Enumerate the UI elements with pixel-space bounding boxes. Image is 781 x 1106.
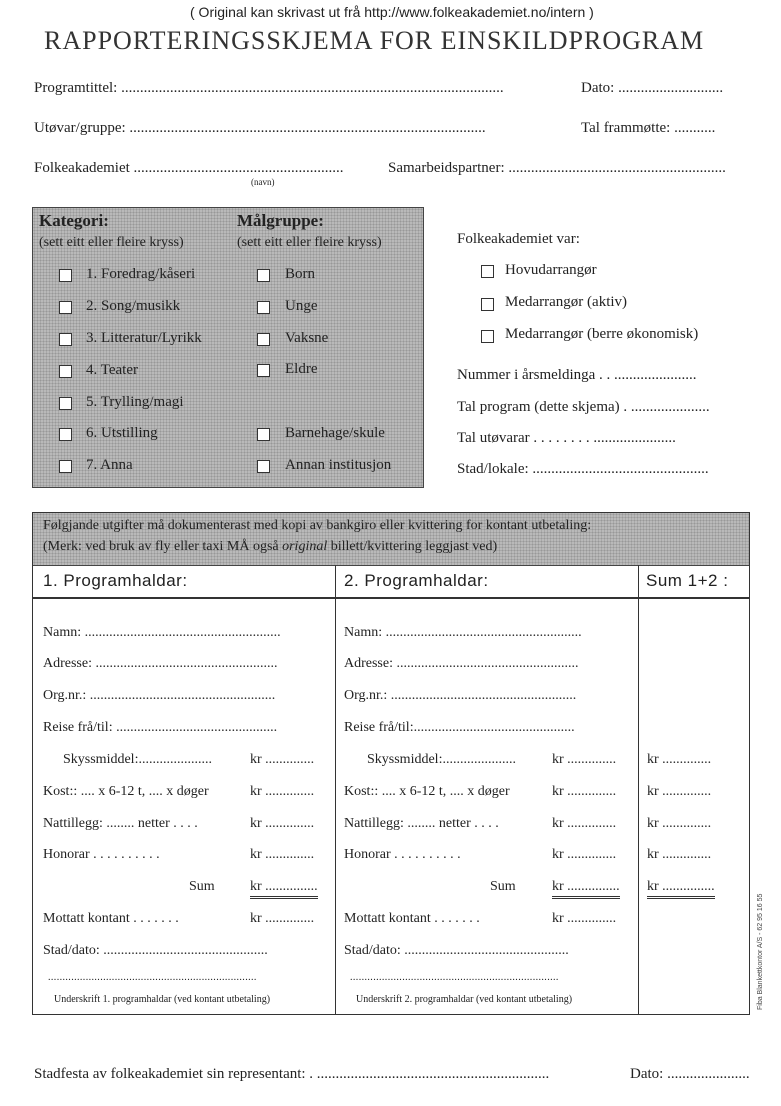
- malgruppe-checkbox-vaksne[interactable]: [257, 333, 270, 346]
- c2-skyssmiddel[interactable]: Skyssmiddel:.....................: [367, 752, 516, 767]
- c1-reise[interactable]: Reise frå/til: ..............................................: [43, 720, 278, 735]
- expense-note-line1: Følgjande utgifter må dokumenterast med kopi av bankgiro eller kvittering for kontant utbetaling:: [43, 518, 592, 533]
- c2-honorar[interactable]: Honorar . . . . . . . . . .: [344, 847, 461, 862]
- kategori-title: Kategori:: [39, 211, 109, 230]
- c1-kr-kost[interactable]: kr ..............: [250, 784, 315, 799]
- kategori-label-2: 2. Song/musikk: [86, 298, 181, 314]
- c2-sum-label: Sum: [490, 879, 516, 894]
- c1-adresse[interactable]: Adresse: ....................................................: [43, 656, 278, 671]
- kategori-label-6: 6. Utstilling: [86, 425, 158, 441]
- folkeakademiet-field[interactable]: Folkeakademiet ........................................................: [34, 160, 344, 176]
- c1-honorar[interactable]: Honorar . . . . . . . . . .: [43, 847, 160, 862]
- col1-header: 1. Programhaldar:: [43, 571, 188, 590]
- c2-kr-mottatt[interactable]: kr ..............: [552, 911, 617, 926]
- samarbeidspartner-field[interactable]: Samarbeidspartner: ..........................................................: [388, 160, 726, 176]
- c1-orgnr[interactable]: Org.nr.: .....................................................: [43, 688, 276, 703]
- expense-note-original: original: [282, 539, 328, 554]
- c1-kr-mottatt[interactable]: kr ..............: [250, 911, 315, 926]
- malgruppe-label-annan: Annan institusjon: [285, 457, 392, 473]
- c1-kr-natt[interactable]: kr ..............: [250, 816, 315, 831]
- col-divider-2: [638, 565, 639, 1015]
- c2-mottatt[interactable]: Mottatt kontant . . . . . . .: [344, 911, 480, 926]
- malgruppe-label-unge: Unge: [285, 298, 318, 314]
- malgruppe-label-barnehage: Barnehage/skule: [285, 425, 385, 441]
- arrangor-label-aktiv: Medarrangør (aktiv): [505, 294, 628, 310]
- c2-adresse[interactable]: Adresse: ....................................................: [344, 656, 579, 671]
- c2-staddato[interactable]: Stad/dato: ...............................................: [344, 943, 569, 958]
- kategori-checkbox-7[interactable]: [59, 460, 72, 473]
- kategori-checkbox-6[interactable]: [59, 428, 72, 441]
- header-divider: [33, 597, 749, 599]
- arrangor-checkbox-aktiv[interactable]: [481, 298, 494, 311]
- dato-field[interactable]: Dato: ............................: [581, 80, 724, 96]
- col2-header: 2. Programhaldar:: [344, 571, 489, 590]
- tal-program-field[interactable]: Tal program (dette skjema) . .....................: [457, 399, 710, 415]
- c2-orgnr[interactable]: Org.nr.: .....................................................: [344, 688, 577, 703]
- malgruppe-label-born: Born: [285, 266, 315, 282]
- c1-namn[interactable]: Namn: ........................................................: [43, 625, 281, 640]
- c3-kr-natt[interactable]: kr ..............: [647, 816, 712, 831]
- kategori-checkbox-2[interactable]: [59, 301, 72, 314]
- malgruppe-subtitle: (sett eitt eller fleire kryss): [237, 235, 382, 250]
- c1-kr-honorar[interactable]: kr ..............: [250, 847, 315, 862]
- arrangor-label-okonomisk: Medarrangør (berre økonomisk): [505, 326, 699, 342]
- c3-kr-skyss[interactable]: kr ..............: [647, 752, 712, 767]
- col-divider-1: [335, 565, 336, 1015]
- malgruppe-checkbox-barnehage[interactable]: [257, 428, 270, 441]
- tal-frammotte-field[interactable]: Tal frammøtte: ...........: [581, 120, 716, 136]
- arrangor-checkbox-hovud[interactable]: [481, 265, 494, 278]
- c2-reise[interactable]: Reise frå/til:..............................................: [344, 720, 575, 735]
- kategori-checkbox-1[interactable]: [59, 269, 72, 282]
- kategori-checkbox-3[interactable]: [59, 333, 72, 346]
- nummer-field[interactable]: Nummer i årsmeldinga . . ......................: [457, 367, 697, 383]
- c1-nattillegg[interactable]: Nattillegg: ........ netter . . . .: [43, 816, 198, 831]
- kategori-label-3: 3. Litteratur/Lyrikk: [86, 330, 202, 346]
- kategori-label-4: 4. Teater: [86, 362, 138, 378]
- arrangor-title: Folkeakademiet var:: [457, 231, 580, 247]
- expense-note-line2: [43, 539, 497, 555]
- c2-namn[interactable]: Namn: ........................................................: [344, 625, 582, 640]
- malgruppe-checkbox-born[interactable]: [257, 269, 270, 282]
- c3-kr-kost[interactable]: kr ..............: [647, 784, 712, 799]
- c2-underskrift: Underskrift 2. programhaldar (ved kontant utbetaling): [356, 994, 573, 1005]
- c1-signature-line[interactable]: ........................................................................: [48, 972, 257, 983]
- malgruppe-label-vaksne: Vaksne: [285, 330, 329, 346]
- malgruppe-title: Målgruppe:: [237, 211, 324, 230]
- c2-nattillegg[interactable]: Nattillegg: ........ netter . . . .: [344, 816, 499, 831]
- kategori-label-1: 1. Foredrag/kåseri: [86, 266, 196, 282]
- kategori-label-5: 5. Trylling/magi: [86, 394, 184, 410]
- kategori-checkbox-4[interactable]: [59, 365, 72, 378]
- programtittel-field[interactable]: Programtittel: ......................................................................................................: [34, 80, 504, 96]
- tal-utovarar-field[interactable]: Tal utøvarar . . . . . . . . ......................: [457, 430, 676, 446]
- utovar-field[interactable]: Utøvar/gruppe: ...............................................................................................: [34, 120, 486, 136]
- c2-kr-sum[interactable]: kr ...............: [552, 879, 620, 899]
- source-note: ( Original kan skrivast ut frå http://www.folkeakademiet.no/intern ): [190, 4, 594, 20]
- c2-kr-natt[interactable]: kr ..............: [552, 816, 617, 831]
- kategori-subtitle: (sett eitt eller fleire kryss): [39, 235, 184, 250]
- c2-signature-line[interactable]: ........................................................................: [350, 972, 559, 983]
- c1-skyssmiddel[interactable]: Skyssmiddel:.....................: [63, 752, 212, 767]
- malgruppe-checkbox-unge[interactable]: [257, 301, 270, 314]
- c3-kr-sum[interactable]: kr ...............: [647, 879, 715, 899]
- c1-mottatt[interactable]: Mottatt kontant . . . . . . .: [43, 911, 179, 926]
- c1-staddato[interactable]: Stad/dato: ...............................................: [43, 943, 268, 958]
- stadfesta-field[interactable]: Stadfesta av folkeakademiet sin representant: . ..............................................................: [34, 1066, 550, 1082]
- c1-underskrift: Underskrift 1. programhaldar (ved kontant utbetaling): [54, 994, 271, 1005]
- c2-kr-kost[interactable]: kr ..............: [552, 784, 617, 799]
- kategori-label-7: 7. Anna: [86, 457, 133, 473]
- expense-note-line2-b: billett/kvittering leggjast ved): [327, 539, 498, 554]
- arrangor-label-hovud: Hovudarrangør: [505, 262, 597, 278]
- malgruppe-checkbox-annan[interactable]: [257, 460, 270, 473]
- stad-lokale-field[interactable]: Stad/lokale: ...............................................: [457, 461, 709, 477]
- kategori-checkbox-5[interactable]: [59, 397, 72, 410]
- c2-kr-skyss[interactable]: kr ..............: [552, 752, 617, 767]
- c3-kr-honorar[interactable]: kr ..............: [647, 847, 712, 862]
- col3-header: Sum 1+2 :: [646, 571, 729, 590]
- malgruppe-checkbox-eldre[interactable]: [257, 364, 270, 377]
- c2-kr-honorar[interactable]: kr ..............: [552, 847, 617, 862]
- c1-kr-sum[interactable]: kr ...............: [250, 879, 318, 899]
- c2-kost[interactable]: Kost:: .... x 6-12 t, .... x døger: [344, 784, 510, 799]
- form-title: RAPPORTERINGSSKJEMA FOR EINSKILDPROGRAM: [44, 26, 705, 55]
- printer-note: Fiba Blankettkontor A/S - 62 95 16 55: [757, 893, 764, 1010]
- c1-kost[interactable]: Kost:: .... x 6-12 t, .... x døger: [43, 784, 209, 799]
- malgruppe-label-eldre: Eldre: [285, 361, 318, 377]
- c1-sum-label: Sum: [189, 879, 215, 894]
- c1-kr-skyss[interactable]: kr ..............: [250, 752, 315, 767]
- navn-note: (navn): [251, 177, 275, 187]
- footer-dato-field[interactable]: Dato: ......................: [630, 1066, 750, 1082]
- arrangor-checkbox-okonomisk[interactable]: [481, 330, 494, 343]
- expense-note-line2-a: (Merk: ved bruk av fly eller taxi MÅ også: [43, 539, 283, 554]
